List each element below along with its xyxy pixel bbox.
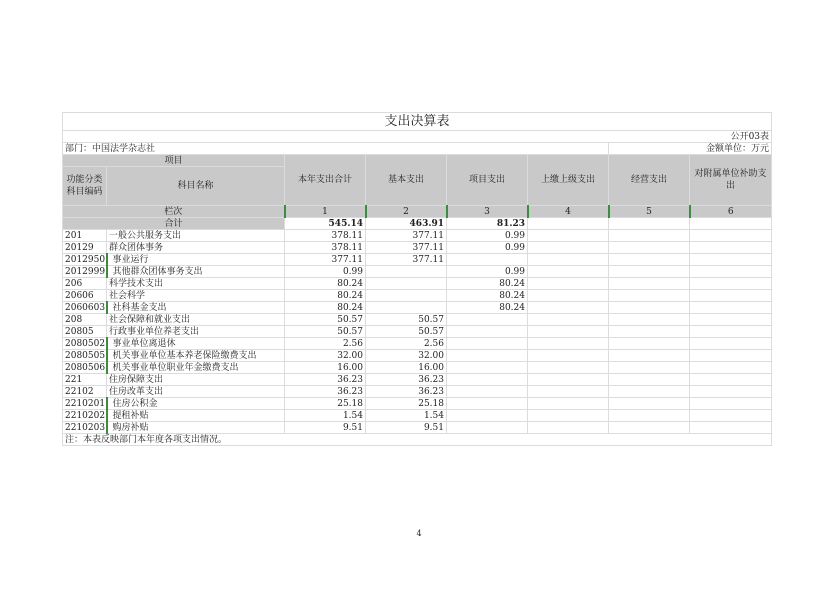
amount-cell-col-3 <box>447 314 528 326</box>
amount-cell-col-2: 50.57 <box>366 314 447 326</box>
amount-cell-col-4 <box>528 290 609 302</box>
amount-cell-col-6 <box>690 290 772 302</box>
amount-cell-col-2: 1.54 <box>366 410 447 422</box>
form-code: 公开03表 <box>63 131 772 143</box>
col-header-3: 项目支出 <box>447 155 528 206</box>
amount-cell-col-2: 32.00 <box>366 350 447 362</box>
func-code-cell: 2080506 <box>63 362 107 374</box>
amount-cell-col-3: 80.24 <box>447 278 528 290</box>
amount-cell-col-6 <box>690 386 772 398</box>
table-row <box>63 410 772 422</box>
amount-cell-col-3 <box>447 350 528 362</box>
table-row <box>63 314 772 326</box>
table-row <box>63 362 772 374</box>
col-header-5: 经营支出 <box>609 155 690 206</box>
amount-cell-col-3: 0.99 <box>447 242 528 254</box>
amount-cell-col-5 <box>609 302 690 314</box>
func-code-cell: 201 <box>63 230 107 242</box>
amount-cell-col-2: 16.00 <box>366 362 447 374</box>
column-number-label: 栏次 <box>63 206 285 218</box>
amount-cell-col-1: 50.57 <box>285 314 366 326</box>
amount-cell-col-4 <box>528 410 609 422</box>
func-code-cell: 20129 <box>63 242 107 254</box>
amount-cell-col-4 <box>528 362 609 374</box>
table-row <box>63 302 772 314</box>
amount-cell-col-6 <box>690 374 772 386</box>
amount-cell-col-3 <box>447 410 528 422</box>
amount-cell-col-1: 80.24 <box>285 290 366 302</box>
amount-cell-col-2: 377.11 <box>366 254 447 266</box>
func-code-cell: 2060603 <box>63 302 107 314</box>
amount-cell-col-1: 80.24 <box>285 278 366 290</box>
col-header-1: 本年支出合计 <box>285 155 366 206</box>
amount-cell-col-2: 377.11 <box>366 242 447 254</box>
amount-cell-col-2 <box>366 290 447 302</box>
col-header-2: 基本支出 <box>366 155 447 206</box>
table-row <box>63 278 772 290</box>
table-row <box>63 254 772 266</box>
amount-cell-col-5 <box>609 314 690 326</box>
func-code-cell: 2080502 <box>63 338 107 350</box>
amount-cell-col-2: 9.51 <box>366 422 447 434</box>
func-code-cell: 22102 <box>63 386 107 398</box>
amount-cell-col-1: 50.57 <box>285 326 366 338</box>
amount-cell-col-5 <box>609 410 690 422</box>
amount-cell-col-4 <box>528 422 609 434</box>
amount-cell-col-1: 2.56 <box>285 338 366 350</box>
column-number-1: 1 <box>285 206 366 218</box>
func-code-cell: 221 <box>63 374 107 386</box>
amount-cell-col-2: 36.23 <box>366 374 447 386</box>
total-value-5 <box>609 218 690 230</box>
amount-cell-col-4 <box>528 326 609 338</box>
table-row <box>63 422 772 434</box>
amount-cell-col-2: 25.18 <box>366 398 447 410</box>
total-value-1: 545.14 <box>285 218 366 230</box>
amount-cell-col-5 <box>609 278 690 290</box>
amount-cell-col-4 <box>528 230 609 242</box>
amount-cell-col-5 <box>609 290 690 302</box>
amount-cell-col-1: 25.18 <box>285 398 366 410</box>
subject-name-cell: 住房保障支出 <box>107 374 285 386</box>
amount-cell-col-3 <box>447 422 528 434</box>
item-group-header: 项目 <box>63 155 285 167</box>
amount-cell-col-2 <box>366 278 447 290</box>
subject-name-cell: 住房公积金 <box>107 398 285 410</box>
amount-cell-col-5 <box>609 326 690 338</box>
subject-name-cell: 住房改革支出 <box>107 386 285 398</box>
amount-cell-col-6 <box>690 302 772 314</box>
amount-cell-col-6 <box>690 410 772 422</box>
amount-cell-col-5 <box>609 350 690 362</box>
amount-cell-col-6 <box>690 338 772 350</box>
amount-cell-col-6 <box>690 326 772 338</box>
amount-cell-col-5 <box>609 242 690 254</box>
subject-name-cell: 行政事业单位养老支出 <box>107 326 285 338</box>
expenditure-table <box>62 112 772 446</box>
table-row <box>63 374 772 386</box>
subject-name-cell: 社会科学 <box>107 290 285 302</box>
amount-cell-col-4 <box>528 350 609 362</box>
amount-cell-col-3 <box>447 362 528 374</box>
amount-cell-col-3 <box>447 326 528 338</box>
amount-cell-col-2 <box>366 302 447 314</box>
table-title: 支出决算表 <box>63 113 772 131</box>
table-row <box>63 338 772 350</box>
subject-name-cell: 一般公共服务支出 <box>107 230 285 242</box>
amount-cell-col-4 <box>528 386 609 398</box>
column-number-3: 3 <box>447 206 528 218</box>
amount-cell-col-5 <box>609 422 690 434</box>
func-code-cell: 20606 <box>63 290 107 302</box>
amount-cell-col-6 <box>690 350 772 362</box>
amount-cell-col-2: 377.11 <box>366 230 447 242</box>
amount-cell-col-5 <box>609 230 690 242</box>
column-number-6: 6 <box>690 206 772 218</box>
amount-cell-col-1: 16.00 <box>285 362 366 374</box>
amount-cell-col-3: 0.99 <box>447 230 528 242</box>
amount-cell-col-6 <box>690 398 772 410</box>
amount-cell-col-6 <box>690 362 772 374</box>
amount-cell-col-1: 378.11 <box>285 242 366 254</box>
page-number: 4 <box>416 529 422 538</box>
table-row <box>63 266 772 278</box>
amount-cell-col-1: 9.51 <box>285 422 366 434</box>
amount-cell-col-1: 36.23 <box>285 386 366 398</box>
subject-name-cell: 事业单位离退休 <box>107 338 285 350</box>
amount-cell-col-6 <box>690 254 772 266</box>
amount-cell-col-3 <box>447 386 528 398</box>
amount-cell-col-2: 2.56 <box>366 338 447 350</box>
amount-cell-col-4 <box>528 254 609 266</box>
amount-cell-col-6 <box>690 242 772 254</box>
func-code-cell: 2210202 <box>63 410 107 422</box>
amount-cell-col-4 <box>528 266 609 278</box>
func-code-cell: 2080505 <box>63 350 107 362</box>
amount-cell-col-6 <box>690 230 772 242</box>
amount-cell-col-5 <box>609 254 690 266</box>
col-header-6: 对附属单位补助支出 <box>690 155 772 206</box>
amount-cell-col-2: 50.57 <box>366 326 447 338</box>
func-code-cell: 2012950 <box>63 254 107 266</box>
amount-cell-col-6 <box>690 278 772 290</box>
amount-cell-col-1: 1.54 <box>285 410 366 422</box>
amount-cell-col-4 <box>528 242 609 254</box>
amount-cell-col-2: 36.23 <box>366 386 447 398</box>
amount-cell-col-5 <box>609 338 690 350</box>
amount-cell-col-3: 80.24 <box>447 290 528 302</box>
amount-cell-col-4 <box>528 314 609 326</box>
subject-name-cell: 社科基金支出 <box>107 302 285 314</box>
amount-cell-col-3: 0.99 <box>447 266 528 278</box>
amount-cell-col-1: 32.00 <box>285 350 366 362</box>
amount-cell-col-3 <box>447 374 528 386</box>
func-code-cell: 2210201 <box>63 398 107 410</box>
func-code-cell: 2012999 <box>63 266 107 278</box>
table-note: 注：本表反映部门本年度各项支出情况。 <box>63 434 772 446</box>
amount-cell-col-5 <box>609 398 690 410</box>
unit-label: 金额单位：万元 <box>609 143 772 155</box>
table-row <box>63 326 772 338</box>
amount-cell-col-1: 378.11 <box>285 230 366 242</box>
table-row <box>63 290 772 302</box>
table-row <box>63 398 772 410</box>
table-row <box>63 242 772 254</box>
total-value-2: 463.91 <box>366 218 447 230</box>
subject-name-cell: 提租补贴 <box>107 410 285 422</box>
amount-cell-col-3: 80.24 <box>447 302 528 314</box>
amount-cell-col-4 <box>528 278 609 290</box>
subject-name-cell: 科学技术支出 <box>107 278 285 290</box>
subject-name-cell: 机关事业单位职业年金缴费支出 <box>107 362 285 374</box>
amount-cell-col-1: 36.23 <box>285 374 366 386</box>
amount-cell-col-2 <box>366 266 447 278</box>
total-value-6 <box>690 218 772 230</box>
department-label: 部门：中国法学杂志社 <box>63 143 609 155</box>
amount-cell-col-4 <box>528 302 609 314</box>
subject-name-cell: 群众团体事务 <box>107 242 285 254</box>
col-header-4: 上缴上级支出 <box>528 155 609 206</box>
amount-cell-col-5 <box>609 362 690 374</box>
amount-cell-col-4 <box>528 374 609 386</box>
amount-cell-col-6 <box>690 314 772 326</box>
amount-cell-col-4 <box>528 398 609 410</box>
func-code-cell: 20805 <box>63 326 107 338</box>
amount-cell-col-5 <box>609 386 690 398</box>
amount-cell-col-1: 0.99 <box>285 266 366 278</box>
amount-cell-col-1: 377.11 <box>285 254 366 266</box>
amount-cell-col-3 <box>447 254 528 266</box>
subject-name-cell: 购房补贴 <box>107 422 285 434</box>
column-number-2: 2 <box>366 206 447 218</box>
total-value-4 <box>528 218 609 230</box>
amount-cell-col-1: 80.24 <box>285 302 366 314</box>
table-row <box>63 350 772 362</box>
subject-name-cell: 社会保障和就业支出 <box>107 314 285 326</box>
column-number-4: 4 <box>528 206 609 218</box>
func-code-header: 功能分类科目编码 <box>63 167 107 206</box>
subject-name-header: 科目名称 <box>107 167 285 206</box>
table-row <box>63 230 772 242</box>
column-number-5: 5 <box>609 206 690 218</box>
func-code-cell: 2210203 <box>63 422 107 434</box>
subject-name-cell: 其他群众团体事务支出 <box>107 266 285 278</box>
subject-name-cell: 机关事业单位基本养老保险缴费支出 <box>107 350 285 362</box>
subject-name-cell: 事业运行 <box>107 254 285 266</box>
table-row <box>63 386 772 398</box>
amount-cell-col-5 <box>609 374 690 386</box>
amount-cell-col-5 <box>609 266 690 278</box>
amount-cell-col-3 <box>447 398 528 410</box>
func-code-cell: 206 <box>63 278 107 290</box>
func-code-cell: 208 <box>63 314 107 326</box>
amount-cell-col-3 <box>447 338 528 350</box>
amount-cell-col-4 <box>528 338 609 350</box>
total-label: 合计 <box>63 218 285 230</box>
amount-cell-col-6 <box>690 266 772 278</box>
total-value-3: 81.23 <box>447 218 528 230</box>
amount-cell-col-6 <box>690 422 772 434</box>
